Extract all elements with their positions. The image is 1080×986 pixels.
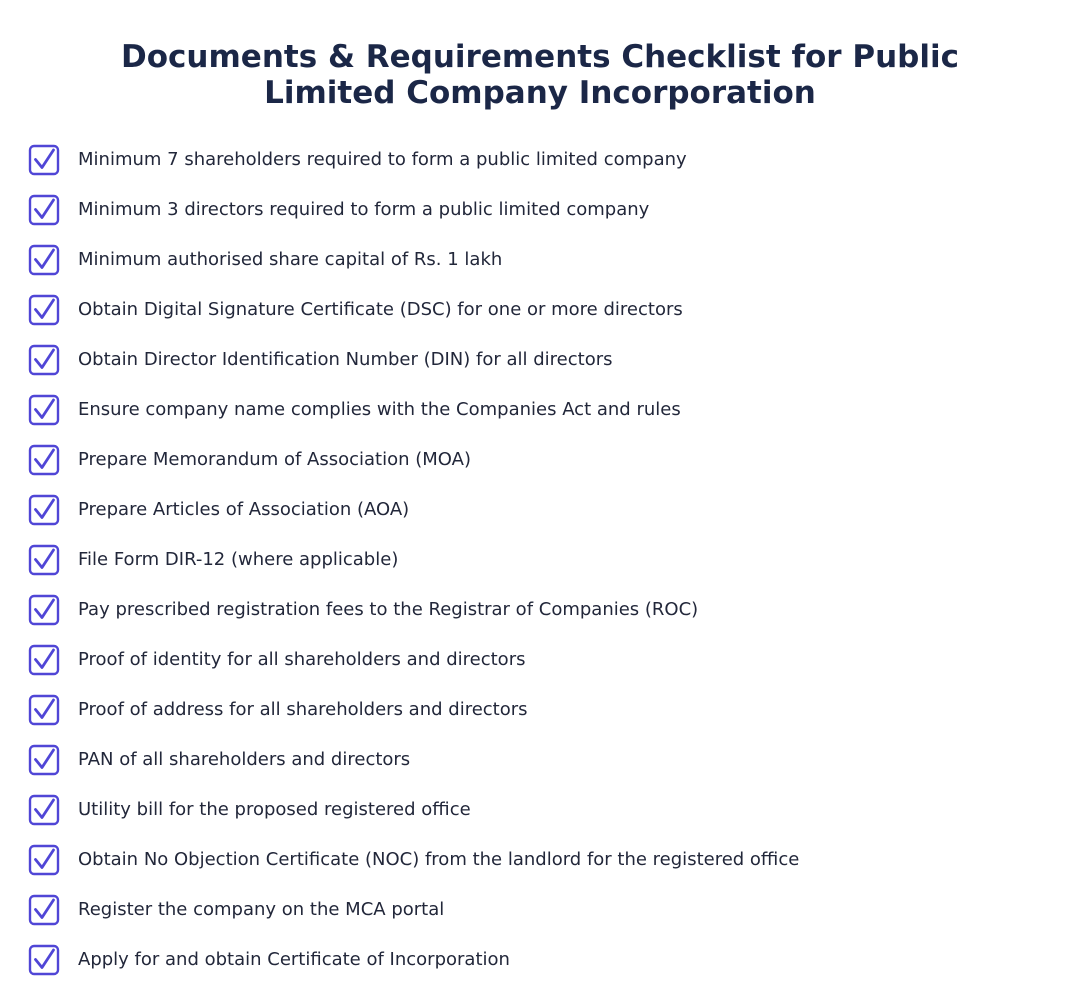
- checklist-item: [28, 285, 799, 335]
- checklist-item: [28, 935, 799, 985]
- page-title-line-1: Documents & Requirements Checklist for Public: [121, 38, 959, 75]
- checked-checkbox-icon[interactable]: [28, 144, 60, 176]
- checklist-item: [28, 885, 799, 935]
- checklist-item-label: Prepare Articles of Association (AOA): [78, 499, 410, 520]
- checked-checkbox-icon[interactable]: [28, 194, 60, 226]
- checklist-item-label: Minimum 3 directors required to form a public limited company: [78, 199, 650, 220]
- checklist-item-label: Apply for and obtain Certificate of Incorporation: [78, 949, 510, 970]
- checklist-item-label: Minimum 7 shareholders required to form a public limited company: [78, 149, 687, 170]
- checked-checkbox-icon[interactable]: [28, 544, 60, 576]
- checklist-item-label: Obtain Director Identification Number (DIN) for all directors: [78, 349, 613, 370]
- checklist-item-label: Minimum authorised share capital of Rs. 1 lakh: [78, 249, 503, 270]
- page-title-line-2: Limited Company Incorporation: [264, 74, 816, 111]
- checked-checkbox-icon[interactable]: [28, 894, 60, 926]
- checklist-item: [28, 685, 799, 735]
- checklist-item: [28, 385, 799, 435]
- checklist-item-label: PAN of all shareholders and directors: [78, 749, 411, 770]
- checked-checkbox-icon[interactable]: [28, 394, 60, 426]
- checklist-item: [28, 635, 799, 685]
- page-title: [0, 39, 1080, 111]
- checklist-item: [28, 585, 799, 635]
- checked-checkbox-icon[interactable]: [28, 494, 60, 526]
- checklist-item-label: Obtain No Objection Certificate (NOC) from the landlord for the registered office: [78, 849, 800, 870]
- checklist-item: [28, 435, 799, 485]
- checklist-item: [28, 835, 799, 885]
- checked-checkbox-icon[interactable]: [28, 944, 60, 976]
- checklist-item: [28, 535, 799, 585]
- checklist-item-label: Proof of identity for all shareholders and directors: [78, 649, 526, 670]
- checklist-item-label: Pay prescribed registration fees to the Registrar of Companies (ROC): [78, 599, 699, 620]
- checklist-item: [28, 335, 799, 385]
- checked-checkbox-icon[interactable]: [28, 344, 60, 376]
- checked-checkbox-icon[interactable]: [28, 644, 60, 676]
- checklist-item-label: File Form DIR-12 (where applicable): [78, 549, 399, 570]
- checked-checkbox-icon[interactable]: [28, 244, 60, 276]
- checked-checkbox-icon[interactable]: [28, 594, 60, 626]
- checklist-item-label: Register the company on the MCA portal: [78, 899, 445, 920]
- checklist-item-label: Prepare Memorandum of Association (MOA): [78, 449, 471, 470]
- checked-checkbox-icon[interactable]: [28, 694, 60, 726]
- checklist-item: [28, 185, 799, 235]
- checked-checkbox-icon[interactable]: [28, 294, 60, 326]
- checked-checkbox-icon[interactable]: [28, 444, 60, 476]
- checked-checkbox-icon[interactable]: [28, 744, 60, 776]
- checklist-item: [28, 735, 799, 785]
- checklist-item-label: Obtain Digital Signature Certificate (DSC) for one or more directors: [78, 299, 683, 320]
- checklist-item: [28, 785, 799, 835]
- checklist-item-label: Proof of address for all shareholders and directors: [78, 699, 528, 720]
- checklist-item: [28, 235, 799, 285]
- checked-checkbox-icon[interactable]: [28, 844, 60, 876]
- requirements-checklist: [28, 135, 799, 985]
- checked-checkbox-icon[interactable]: [28, 794, 60, 826]
- checklist-item-label: Ensure company name complies with the Companies Act and rules: [78, 399, 681, 420]
- checklist-item: [28, 135, 799, 185]
- checklist-item: [28, 485, 799, 535]
- checklist-item-label: Utility bill for the proposed registered office: [78, 799, 471, 820]
